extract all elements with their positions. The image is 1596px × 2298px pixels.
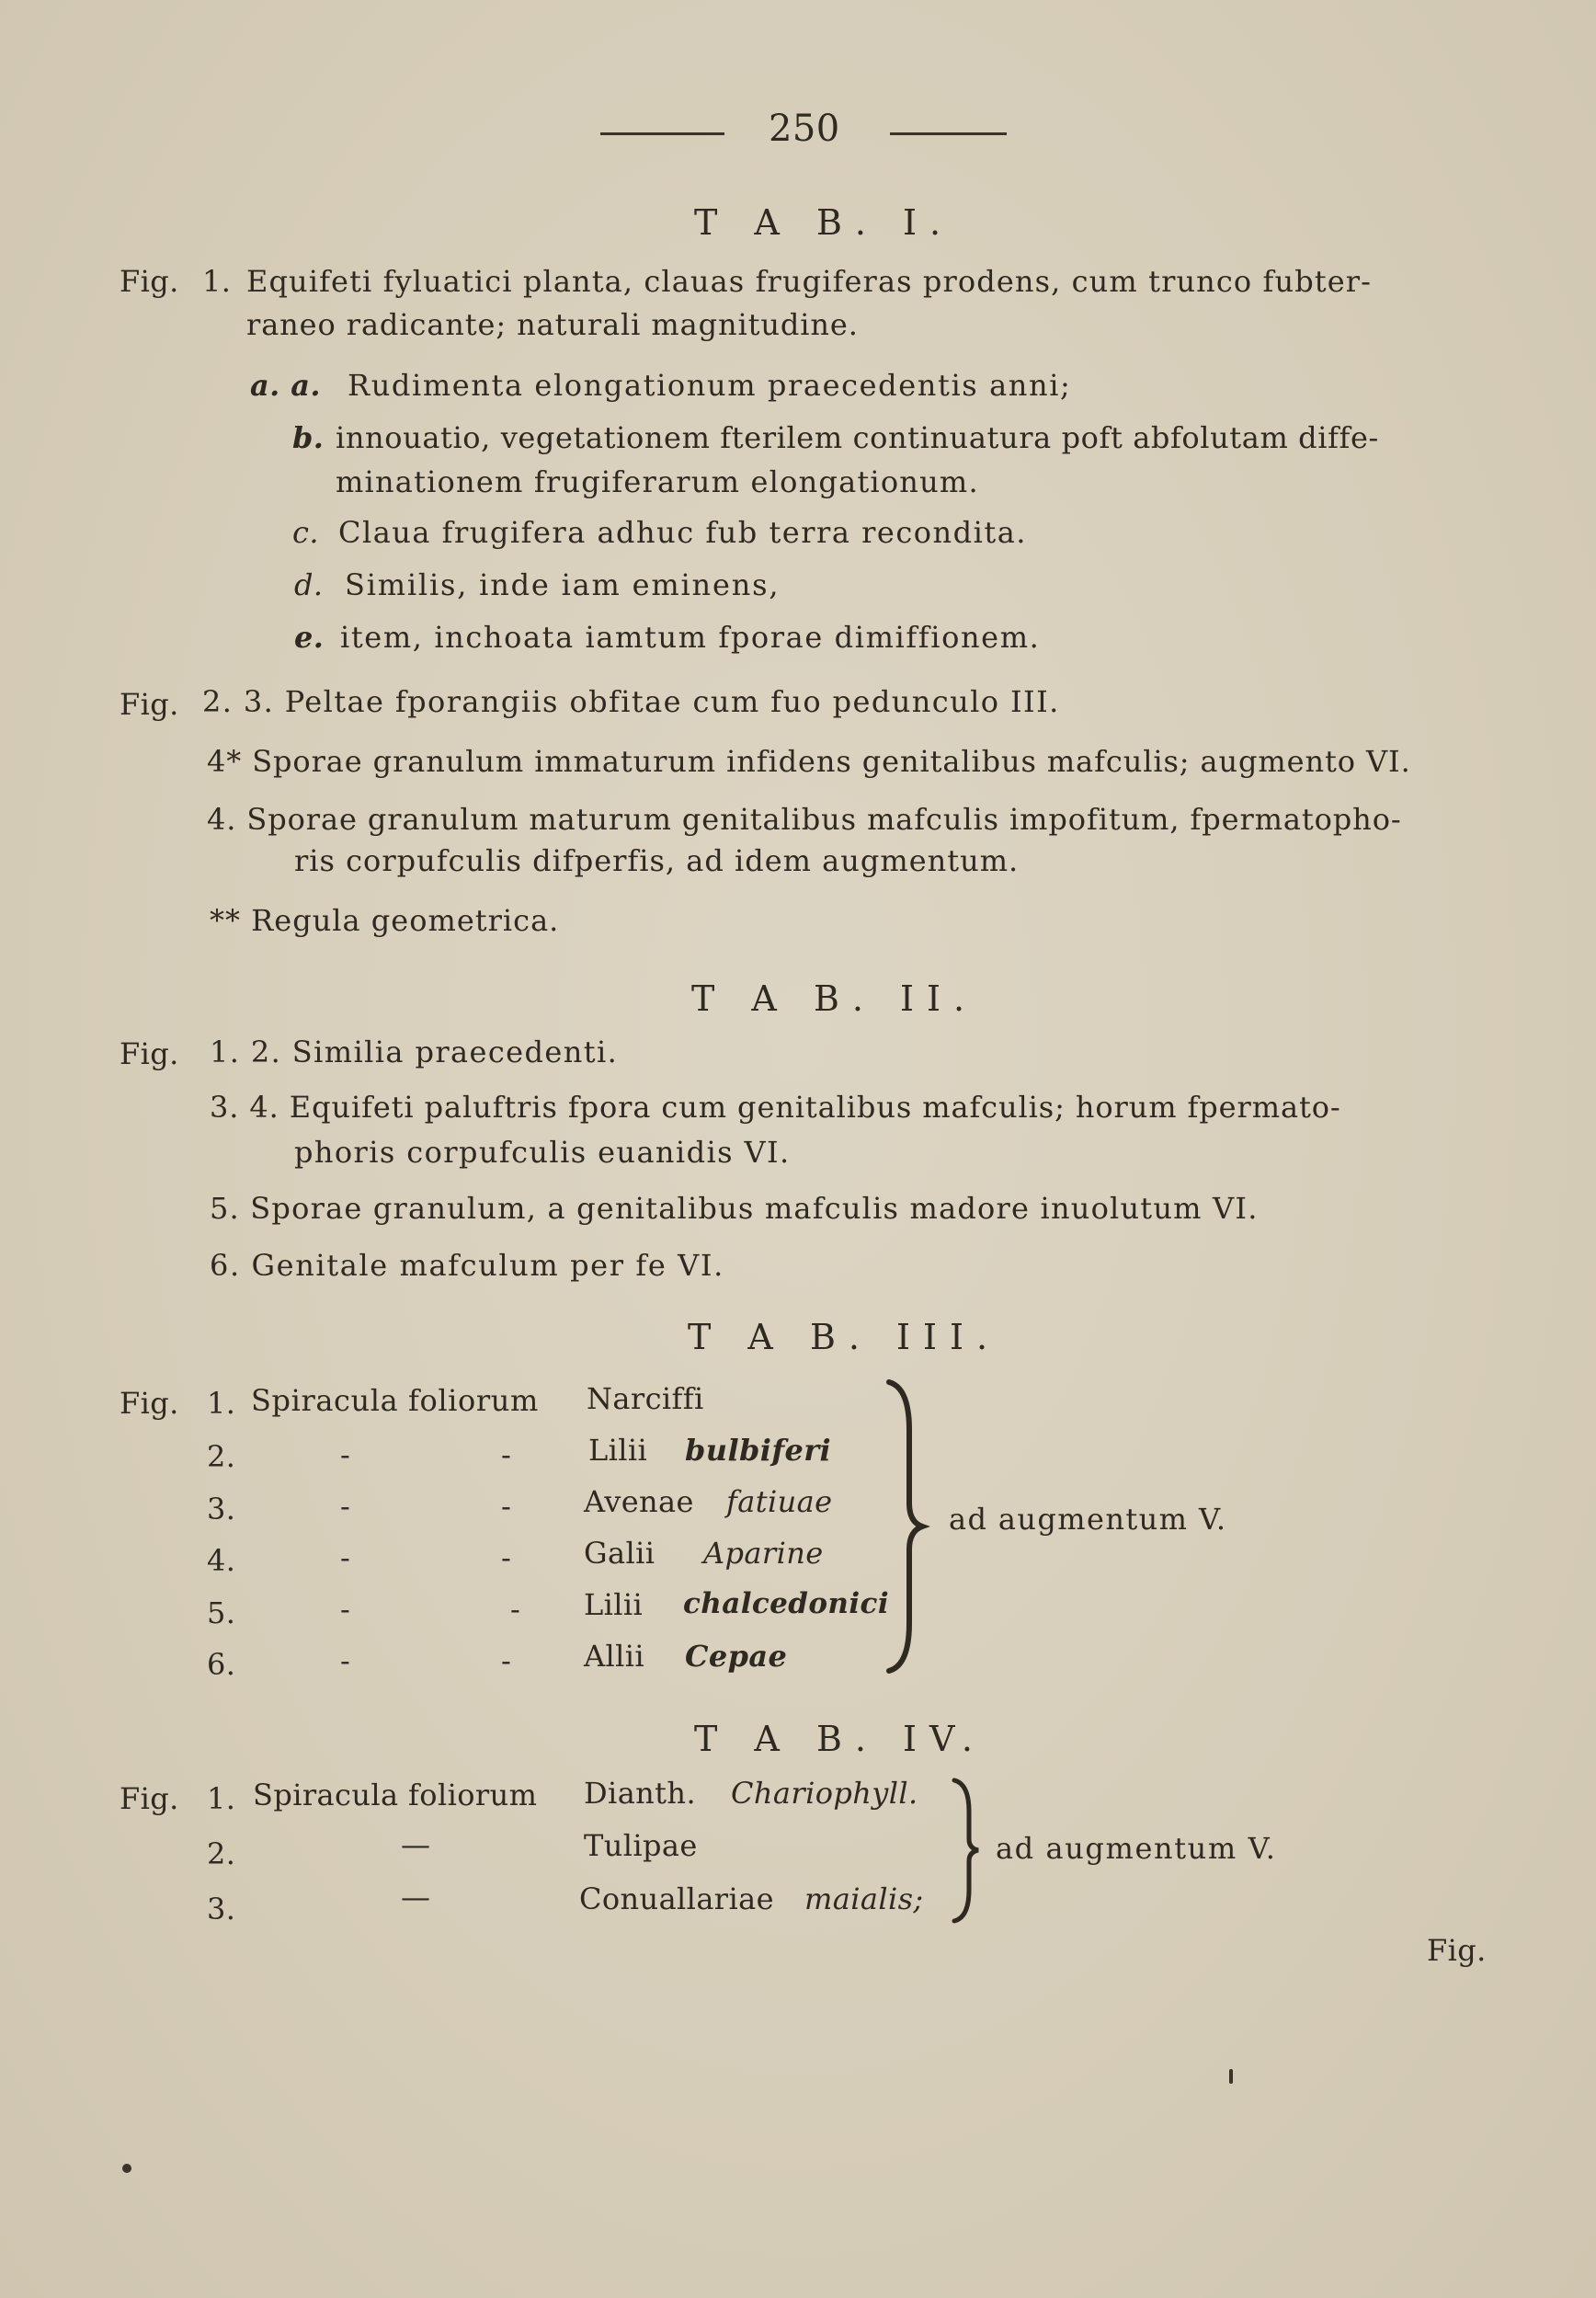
tab3-row-num: 1. [207,1386,236,1421]
tab3-row-dash: - [340,1437,351,1472]
tab4-row-num: 3. [207,1892,236,1926]
tab3-row-dash: - [340,1592,351,1627]
tab4-row-genus: Conuallariae [579,1881,774,1916]
paper-speck [122,2164,131,2173]
tab1-item-b-text: innouatio, vegetationem fterilem continuatura poft abfolutam diffe- [336,420,1379,455]
tab3-lead: Fig. [120,1386,179,1421]
tab3-bracket-note: ad augmentum V. [949,1502,1227,1537]
tab1-fig1-num: 1. [202,264,232,299]
header-rule-left [600,132,724,135]
tab3-row-species: Cepae [685,1639,788,1674]
tab1-fig4a-text: 4* Sporae granulum immaturum infidens genitalibus mafculis; augmento VI. [207,744,1411,779]
catchword: Fig. [1427,1933,1487,1968]
tab4-lead: Fig. [120,1781,179,1816]
tab4-row-genus: Tulipae [584,1828,698,1863]
tab1-regula: ** Regula geometrica. [210,903,560,938]
tab3-row-genus: Narciffi [587,1381,704,1416]
tab3-heading: T A B. III. [688,1317,1001,1357]
tab3-row-dash: - [510,1592,521,1627]
tab1-item-b-letter: b. [292,420,325,455]
tab3-row-species: chalcedonici [683,1587,889,1620]
tab1-item-d-text: Similis, inde iam eminens, [345,567,781,602]
tab4-row-genus: Dianth. [584,1776,697,1811]
tab3-row-dash: - [501,1643,512,1678]
tab3-row-num: 2. [207,1439,236,1474]
tab2-fig3-line2: phoris corpufculis euanidis VI. [294,1135,791,1170]
tab3-row-species: fatiuae [726,1484,833,1519]
tab4-row-num: 2. [207,1836,236,1871]
tab4-label: Spiracula foliorum [253,1778,538,1812]
tab1-fig1-line1: Equifeti fyluatici planta, clauas frugiferas prodens, cum trunco fubter- [246,264,1373,299]
tab1-fig4b-line2: ris corpufculis difperfis, ad idem augmentum. [294,843,1020,878]
tab4-heading: T A B. IV. [694,1719,986,1759]
tab1-item-c-text: Claua frugifera adhuc fub terra recondita. [338,515,1027,550]
tab1-item-c-letter: c. [292,515,319,550]
tab2-heading: T A B. II. [691,978,978,1019]
tab3-row-genus: Galii [584,1536,656,1571]
tab3-row-genus: Lilii [584,1587,644,1622]
tab3-row-dash: - [340,1540,351,1575]
tab1-item-d-letter: d. [294,567,324,602]
tab3-row-dash: - [340,1643,351,1678]
tab1-item-b-cont: minationem frugiferarum elongationum. [336,464,979,499]
tab3-row-genus: Allii [584,1639,645,1674]
tab3-row-dash: - [501,1489,512,1524]
tab4-row-num: 1. [207,1781,236,1816]
page-number: 250 [769,108,840,150]
tab4-row-dash: — [401,1880,431,1915]
tab1-fig4b-line1: 4. Sporae granulum maturum genitalibus mafculis impofitum, fpermatopho- [207,802,1402,837]
tab3-row-species: Aparine [703,1536,824,1571]
tab3-row-genus: Lilii [588,1433,648,1468]
tab3-row-genus: Avenae [584,1484,694,1519]
tab3-row-dash: - [501,1437,512,1472]
tab3-row-num: 5. [207,1595,236,1630]
header-rule-right [890,132,1007,135]
tab3-row-num: 6. [207,1647,236,1682]
tab3-row-dash: - [340,1489,351,1524]
tab1-fig2-lead: Fig. [120,687,179,722]
tab3-row-num: 4. [207,1543,236,1578]
tab4-row-species: maialis; [804,1881,924,1916]
tab1-item-e-letter: e. [294,620,325,655]
tab2-fig3-line1: 3. 4. Equifeti paluftris fpora cum genitalibus mafculis; horum fpermato- [210,1090,1341,1125]
tab1-heading: T A B. I. [694,202,954,243]
tab3-row-species: bulbiferi [685,1433,832,1468]
tab2-fig1-text: 1. 2. Similia praecedenti. [210,1035,619,1069]
tab4-curly-brace [947,1775,984,1926]
tab2-fig5-text: 5. Sporae granulum, a genitalibus mafculis madore inuolutum VI. [210,1191,1259,1226]
tab3-label: Spiracula foliorum [251,1383,539,1418]
tab1-item-a-text: Rudimenta elongationum praecedentis anni; [348,368,1072,403]
tab4-row-species: Chariophyll. [731,1776,918,1811]
tab1-fig2-text: 2. 3. Peltae fporangiis obfitae cum fuo pedunculo III. [202,684,1060,719]
tab3-row-dash: - [501,1540,512,1575]
tab4-bracket-note: ad augmentum V. [996,1831,1277,1866]
tab1-fig1-lead: Fig. [120,264,179,299]
tab2-fig1-lead: Fig. [120,1036,179,1071]
tab3-curly-brace [878,1375,933,1678]
tab2-fig6-text: 6. Genitale mafculum per fe VI. [210,1248,724,1283]
tab4-row-dash: — [401,1827,431,1862]
tab3-row-num: 3. [207,1492,236,1526]
tab1-item-a-letter: a. a. [250,368,321,403]
tab1-item-e-text: item, inchoata iamtum fporae dimiffionem. [340,620,1041,655]
paper-speck [1229,2069,1233,2084]
tab1-fig1-line2: raneo radicante; naturali magnitudine. [246,307,859,342]
